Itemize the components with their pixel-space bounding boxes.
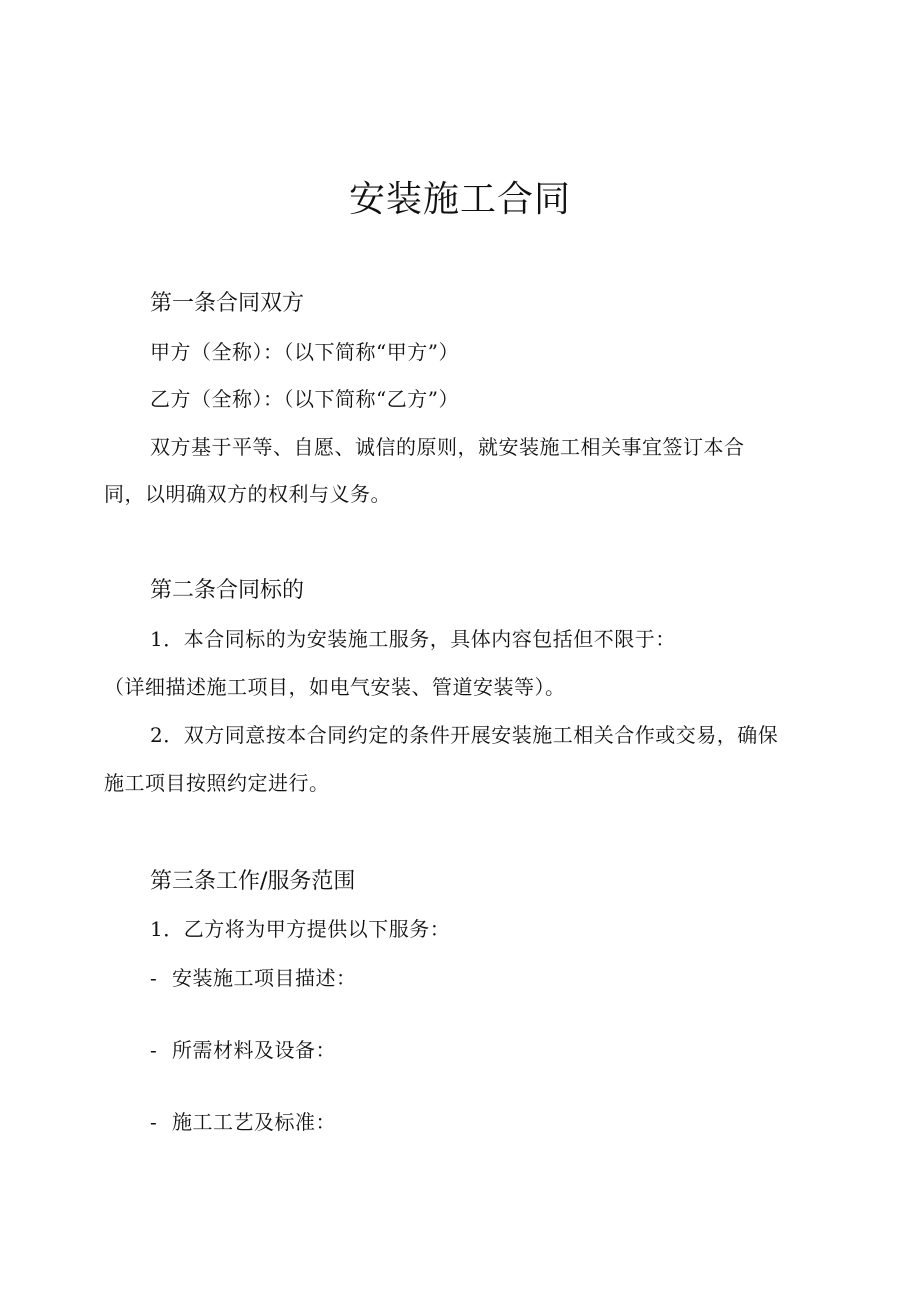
bullet-dash: -: [150, 1110, 158, 1134]
bullet-text: 安装施工项目描述：: [172, 966, 357, 990]
section3-heading: 第三条工作/服务范围: [150, 869, 356, 894]
section2-heading: 第二条合同标的: [150, 578, 305, 603]
bullet-text: 施工工艺及标准：: [172, 1110, 336, 1134]
section1-paragraph-line2: 同，以明确双方的权利与义务。: [104, 482, 391, 506]
section2-item2-line2: 施工项目按照约定进行。: [104, 771, 330, 795]
section1-paragraph-line1: 双方基于平等、自愿、诚信的原则，就安装施工相关事宜签订本合: [150, 435, 745, 459]
bullet-item: [150, 1034, 336, 1066]
section2-item1-line1: 1．本合同标的为安装施工服务，具体内容包括但不限于：: [150, 627, 676, 651]
section3-item1: 1．乙方将为甲方提供以下服务：: [150, 917, 451, 941]
section1-heading: 第一条合同双方: [150, 291, 305, 316]
bullet-dash: -: [150, 966, 158, 990]
bullet-item: [150, 962, 357, 994]
party-a-line: 甲方（全称）：（以下简称“甲方”）: [150, 340, 459, 364]
bullet-dash: -: [150, 1038, 158, 1062]
section2-item2-line1: 2．双方同意按本合同约定的条件开展安装施工相关合作或交易，确保: [150, 723, 779, 747]
party-b-line: 乙方（全称）：（以下简称“乙方”）: [150, 387, 459, 411]
section2-item1-line2: （详细描述施工项目，如电气安装、管道安装等）。: [104, 675, 566, 699]
bullet-text: 所需材料及设备：: [172, 1038, 336, 1062]
bullet-item: [150, 1106, 336, 1138]
document-title: 安装施工合同: [348, 179, 571, 220]
